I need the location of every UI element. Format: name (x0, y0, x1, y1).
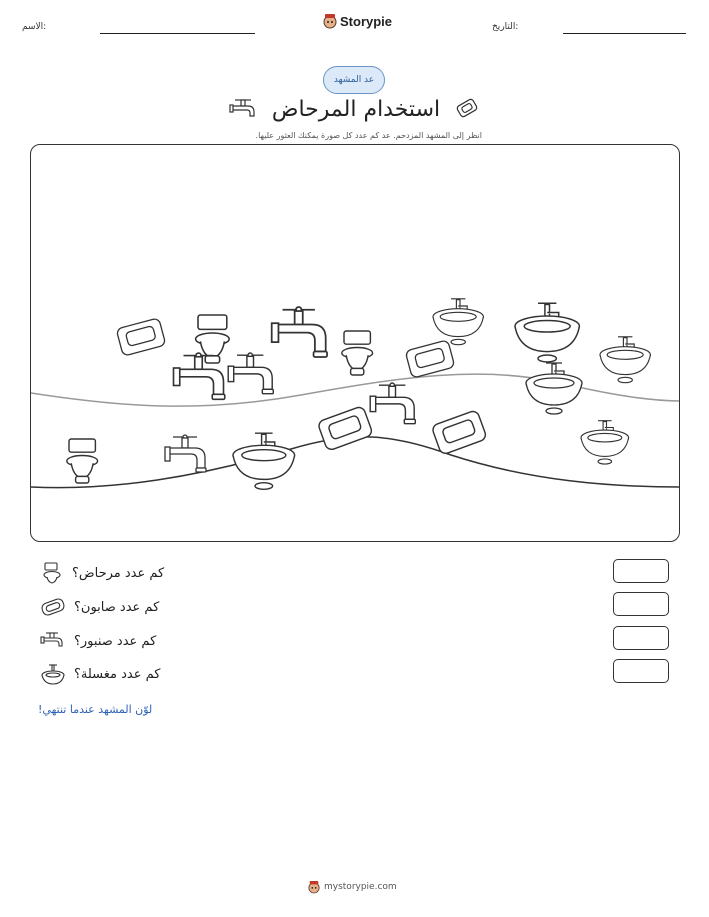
soap-icon (405, 340, 455, 378)
toilet-icon (342, 331, 373, 375)
faucet-icon (228, 353, 273, 394)
footer-url[interactable]: mystorypie.com (324, 882, 397, 892)
name-label: الاسم: (22, 22, 47, 32)
name-line[interactable] (100, 33, 255, 34)
title-row (228, 92, 480, 126)
counting-scene (30, 144, 680, 542)
answer-box-soap[interactable] (613, 592, 669, 616)
storypie-mascot-icon (308, 880, 320, 894)
question-faucet: كم عدد صنبور؟ (74, 633, 157, 649)
brand-name: Storypie (340, 13, 393, 29)
soap-icon (317, 406, 373, 451)
color-prompt: لوّن المشهد عندما تنتهي! (38, 703, 153, 716)
toilet-icon (40, 561, 64, 585)
faucet-icon (272, 307, 327, 357)
date-line[interactable] (563, 33, 686, 34)
toilet-icon (67, 439, 98, 483)
soap-icon (431, 410, 487, 455)
soap-icon (116, 318, 166, 356)
activity-badge: عد المشهد (323, 66, 385, 94)
faucet-icon (165, 435, 206, 472)
faucet-icon (40, 629, 66, 653)
soap-icon (40, 595, 66, 619)
answer-box-sink[interactable] (613, 659, 669, 683)
question-toilet: كم عدد مرحاض؟ (72, 565, 165, 581)
sink-icon (40, 662, 66, 686)
sink-icon (233, 433, 295, 489)
footer (308, 880, 397, 894)
question-row-sink (40, 661, 180, 687)
brand-logo (323, 13, 392, 29)
instructions: انظر إلى المشهد المزدحم. عد كم عدد كل صورة يمكنك العثور عليها. (255, 131, 482, 140)
question-sink: كم عدد مغسلة؟ (74, 666, 161, 682)
page-title: استخدام المرحاض (271, 96, 441, 122)
question-row-soap (40, 594, 180, 620)
storypie-mascot-icon (323, 13, 337, 29)
soap-icon (454, 96, 480, 122)
answer-box-faucet[interactable] (613, 626, 669, 650)
question-row-faucet (40, 628, 180, 654)
question-soap: كم عدد صابون؟ (74, 599, 160, 615)
sink-icon (600, 337, 650, 383)
scene-illustration (31, 145, 680, 542)
question-row-toilet (40, 560, 180, 586)
sink-icon (526, 363, 582, 414)
faucet-icon (370, 383, 415, 424)
sink-icon (433, 299, 483, 345)
sink-icon (581, 421, 629, 464)
faucet-icon (228, 94, 258, 124)
sink-icon (515, 303, 579, 362)
date-label: التاريخ: (492, 22, 519, 32)
answer-box-toilet[interactable] (613, 559, 669, 583)
